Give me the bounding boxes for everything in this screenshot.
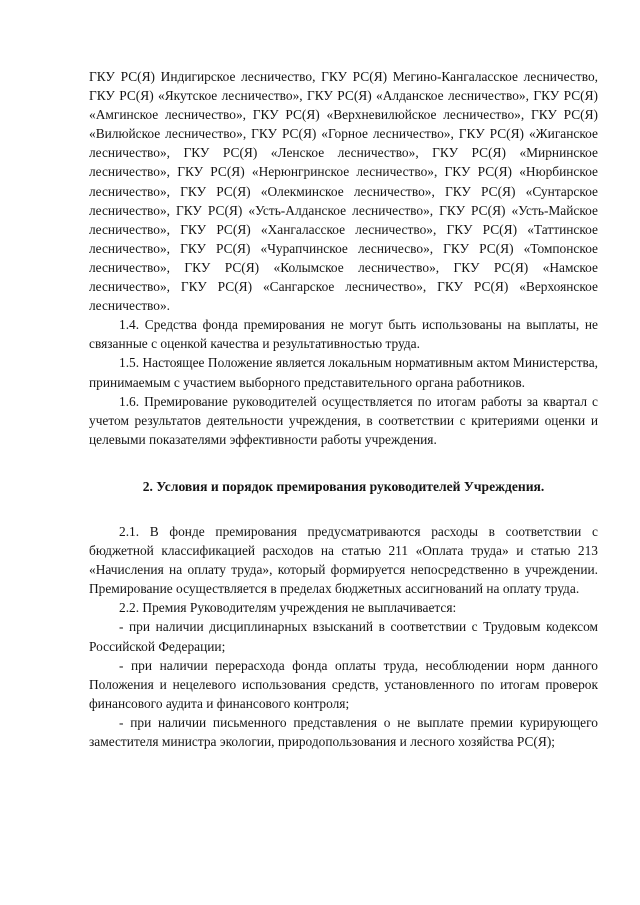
list-item-3: - при наличии письменного представления о не выплате премии курирующего заместителя министра экологии, природопользования и лесного хозяйства РС(Я);: [89, 714, 598, 749]
paragraph-2-2: 2.2. Премия Руководителям учреждения не выплачивается:: [119, 600, 457, 616]
paragraph-1-4: 1.4. Средства фонда премирования не могут быть использованы на выплаты, не связанные с оценкой качества и результативностью труда.: [89, 317, 598, 352]
paragraph-1-6: 1.6. Премирование руководителей осуществляется по итогам работы за квартал с учетом результатов деятельности учреждения, в соответствии с критериями оценки и целевыми показателями эффективности работы учреждения.: [89, 393, 598, 447]
list-item-1: - при наличии дисциплинарных взысканий в соответствии с Трудовым кодексом Российской Федерации;: [89, 619, 598, 654]
document-body: [89, 67, 598, 751]
paragraph-1-5: 1.5. Настоящее Положение является локальным нормативным актом Министерства, принимаемым с участием выборного представительного органа работников.: [89, 355, 598, 390]
paragraph-1-3-continuation: ГКУ РС(Я) Индигирское лесничество, ГКУ РС(Я) Мегино-Кангаласское лесничество, ГКУ РС(Я) «Якутское лесничество», ГКУ РС(Я) «Алданское лесничество», ГКУ РС(Я) «Амгинское лесничество», ГКУ РС(Я) «Верхневилюйское лесничество», ГКУ РС(Я) «Вилюйское лесничество», ГКУ РС(Я) «Горное лесничество», ГКУ РС(Я) «Жиганское лесничество», ГКУ РС(Я) «Ленское лесничество», ГКУ РС(Я) «Мирнинское лесничество», ГКУ РС(Я) «Нерюнгринское лесничество», ГКУ РС(Я) «Нюрбинское лесничество», ГКУ РС(Я) «Олекминское лесничество», ГКУ РС(Я) «Сунтарское лесничество», ГКУ РС(Я) «Усть-Алданское лесничество», ГКУ РС(Я) «Усть-Майское лесничество», ГКУ РС(Я) «Хангаласское лесничество», ГКУ РС(Я) «Таттинское лесничество», ГКУ РС(Я) «Чурапчинское лесничесво», ГКУ РС(Я) «Томпонское лесничество», ГКУ РС(Я) «Колымское лесничество», ГКУ РС(Я) «Намское лесничество», ГКУ РС(Я) «Сангарское лесничество», ГКУ РС(Я) «Верхоянское лесничество».: [89, 69, 598, 314]
section-2-heading: 2. Условия и порядок премирования руководителей Учреждения.: [142, 478, 545, 494]
paragraph-2-1: 2.1. В фонде премирования предусматриваются расходы в соответствии с бюджетной классификацией расходов на статью 211 «Оплата труда» и статью 213 «Начисления на оплату труда», который формируется непосредственно в учреждении. Премирование осуществляется в пределах бюджетных ассигнований на оплату труда.: [89, 523, 598, 597]
list-item-2: - при наличии перерасхода фонда оплаты труда, несоблюдении норм данного Положения и нецелевого использования средств, установленного по итогам проверок финансового аудита и финансового контроля;: [89, 657, 598, 711]
